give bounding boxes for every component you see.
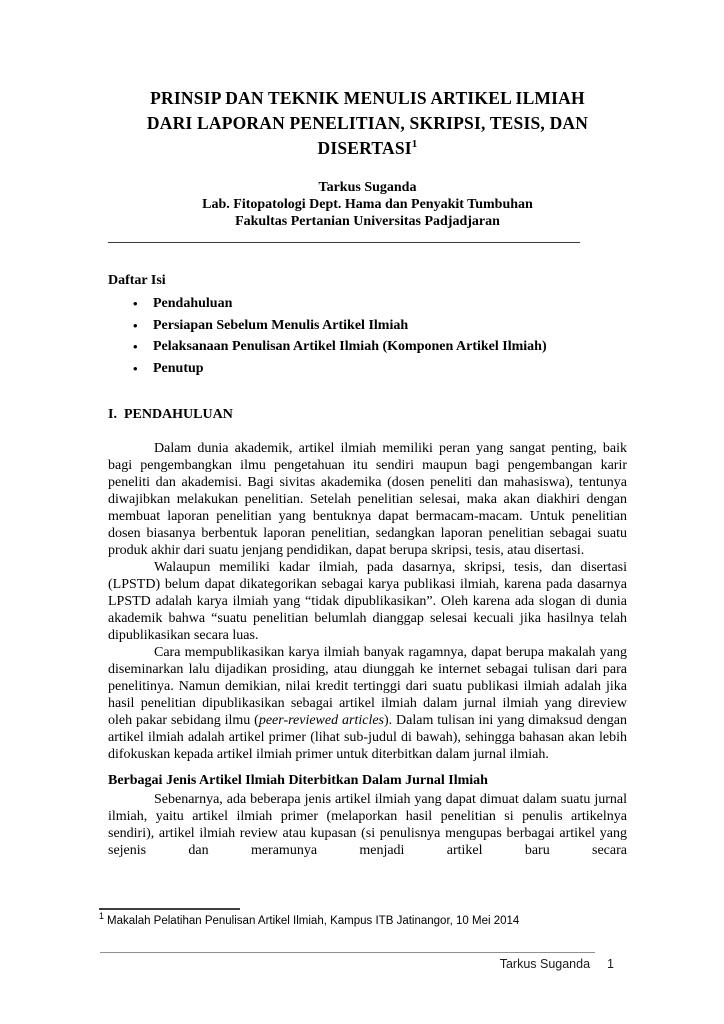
footer-divider [100,952,595,953]
header-divider [108,242,580,243]
toc-item-label: Pendahuluan [153,296,233,311]
bullet-icon: • [133,317,138,333]
paragraph-3-post: ). Dalam tulisan ini yang dimaksud dengan artikel ilmiah adalah artikel primer (lihat sub-judul di bawah), sehingga bahasan akan lebih difokuskan kepada artikel ilmiah primer untuk diterbitkan dalam jurnal ilmiah. [108,713,627,763]
toc-item-label: Pelaksanaan Penulisan Artikel Ilmiah (Komponen Artikel Ilmiah) [153,339,547,355]
toc-item [108,293,627,315]
toc-item-label: Persiapan Sebelum Menulis Artikel Ilmiah [153,317,409,333]
subheading-jenis-artikel: Berbagai Jenis Artikel Ilmiah Diterbitkan Dalam Jurnal Ilmiah [108,773,488,789]
toc-item-label: Penutup [153,360,204,376]
footnote-block [99,908,619,929]
toc-item [108,315,627,337]
toc-list [108,293,627,379]
footer-page-number: 1 [607,957,614,971]
title-line-2: DARI LAPORAN PENELITIAN, SKRIPSI, TESIS, DAN [146,113,589,133]
author-affiliation-faculty: Fakultas Pertanian Universitas Padjadjaran [235,214,500,229]
page-title [108,86,627,161]
paragraph-1: Dalam dunia akademik, artikel ilmiah memiliki peran yang sangat penting, baik bagi pengembangkan ilmu pengetahuan itu sendiri maupun bagi pengembangan karir peneliti dan akademisi. Bagi sivitas akademika (dosen peneliti dan mahasiswa), tentunya diwajibkan melakukan penelitian. Setelah penelitian selesai, maka akan diakhiri dengan membuat laporan penelitian yang bentuknya dapat bermacam-macam. Untuk penelitian dosen biasanya berbentuk laporan penelitian, sedangkan laporan penelitian sebagai suatu produk akhir dari suatu jenjang pendidikan, dapat berupa skripsi, tesis, atau disertasi. [108,441,627,559]
bullet-icon: • [133,360,138,376]
toc-title: Daftar Isi [108,273,166,288]
paragraph-3 [108,644,627,763]
author-affiliation-lab: Lab. Fitopatologi Dept. Hama dan Penyakit Tumbuhan [202,197,533,212]
section-heading-pendahuluan: I. PENDAHULUAN [108,407,233,423]
bullet-icon: • [133,296,138,311]
footnote-body: Makalah Pelatihan Penulisan Artikel Ilmiah, Kampus ITB Jatinangor, 10 Mei 2014 [107,915,520,927]
footnote-divider [99,908,240,910]
title-line-1: PRINSIP DAN TEKNIK MENULIS ARTIKEL ILMIAH [150,88,585,108]
paragraph-3-italic: peer-reviewed articles [258,713,384,729]
footnote-marker: 1 [99,911,105,922]
title-line-3-text: DISERTASI [317,138,412,158]
toc-item [108,358,627,380]
author-name: Tarkus Suganda [318,180,417,195]
bullet-icon: • [133,339,138,355]
author-block [108,179,627,230]
toc-item [108,336,627,358]
title-footnote-marker: 1 [411,138,418,151]
paragraph-2: Walaupun memiliki kadar ilmiah, pada dasarnya, skripsi, tesis, dan disertasi (LPSTD) belum dapat dikategorikan sebagai karya publikasi ilmiah, karena pada dasarnya LPSTD adalah karya ilmiah yang “tidak dipublikasikan”. Oleh karena ada slogan di dunia akademik bahwa “suatu penelitian belumlah dianggap selesai kecuali jika hasilnya telah dipublikasikan secara luas. [108,560,627,644]
footer-row [100,957,614,971]
page-footer [100,952,614,971]
footer-author: Tarkus Suganda [499,957,591,971]
footnote-text [99,911,619,929]
table-of-contents [108,272,627,379]
title-line-3 [108,136,627,161]
paragraph-4: Sebenarnya, ada beberapa jenis artikel ilmiah yang dapat dimuat dalam suatu jurnal ilmiah, yaitu artikel ilmiah primer (melaporkan hasil penelitian si penulis artikelnya sendiri), artikel ilmiah review atau kupasan (si penulisnya mengupas berbagai artikel yang sejenis dan meramunya menjadi artikel baru secara [108,792,627,859]
body-text [108,440,627,859]
paragraph-3-pre: Cara mempublikasikan karya ilmiah banyak ragamnya, dapat berupa makalah yang diseminarkan lalu dijadikan prosiding, atau diunggah ke internet sebagai tulisan dari para penelitinya. Namun demikian, nilai kredit tertinggi dari suatu publikasi ilmiah adalah jika hasil penelitian dipublikasikan sebagai artikel ilmiah dalam jurnal ilmiah yang direview oleh pakar sebidang ilmu ( [108,645,627,729]
